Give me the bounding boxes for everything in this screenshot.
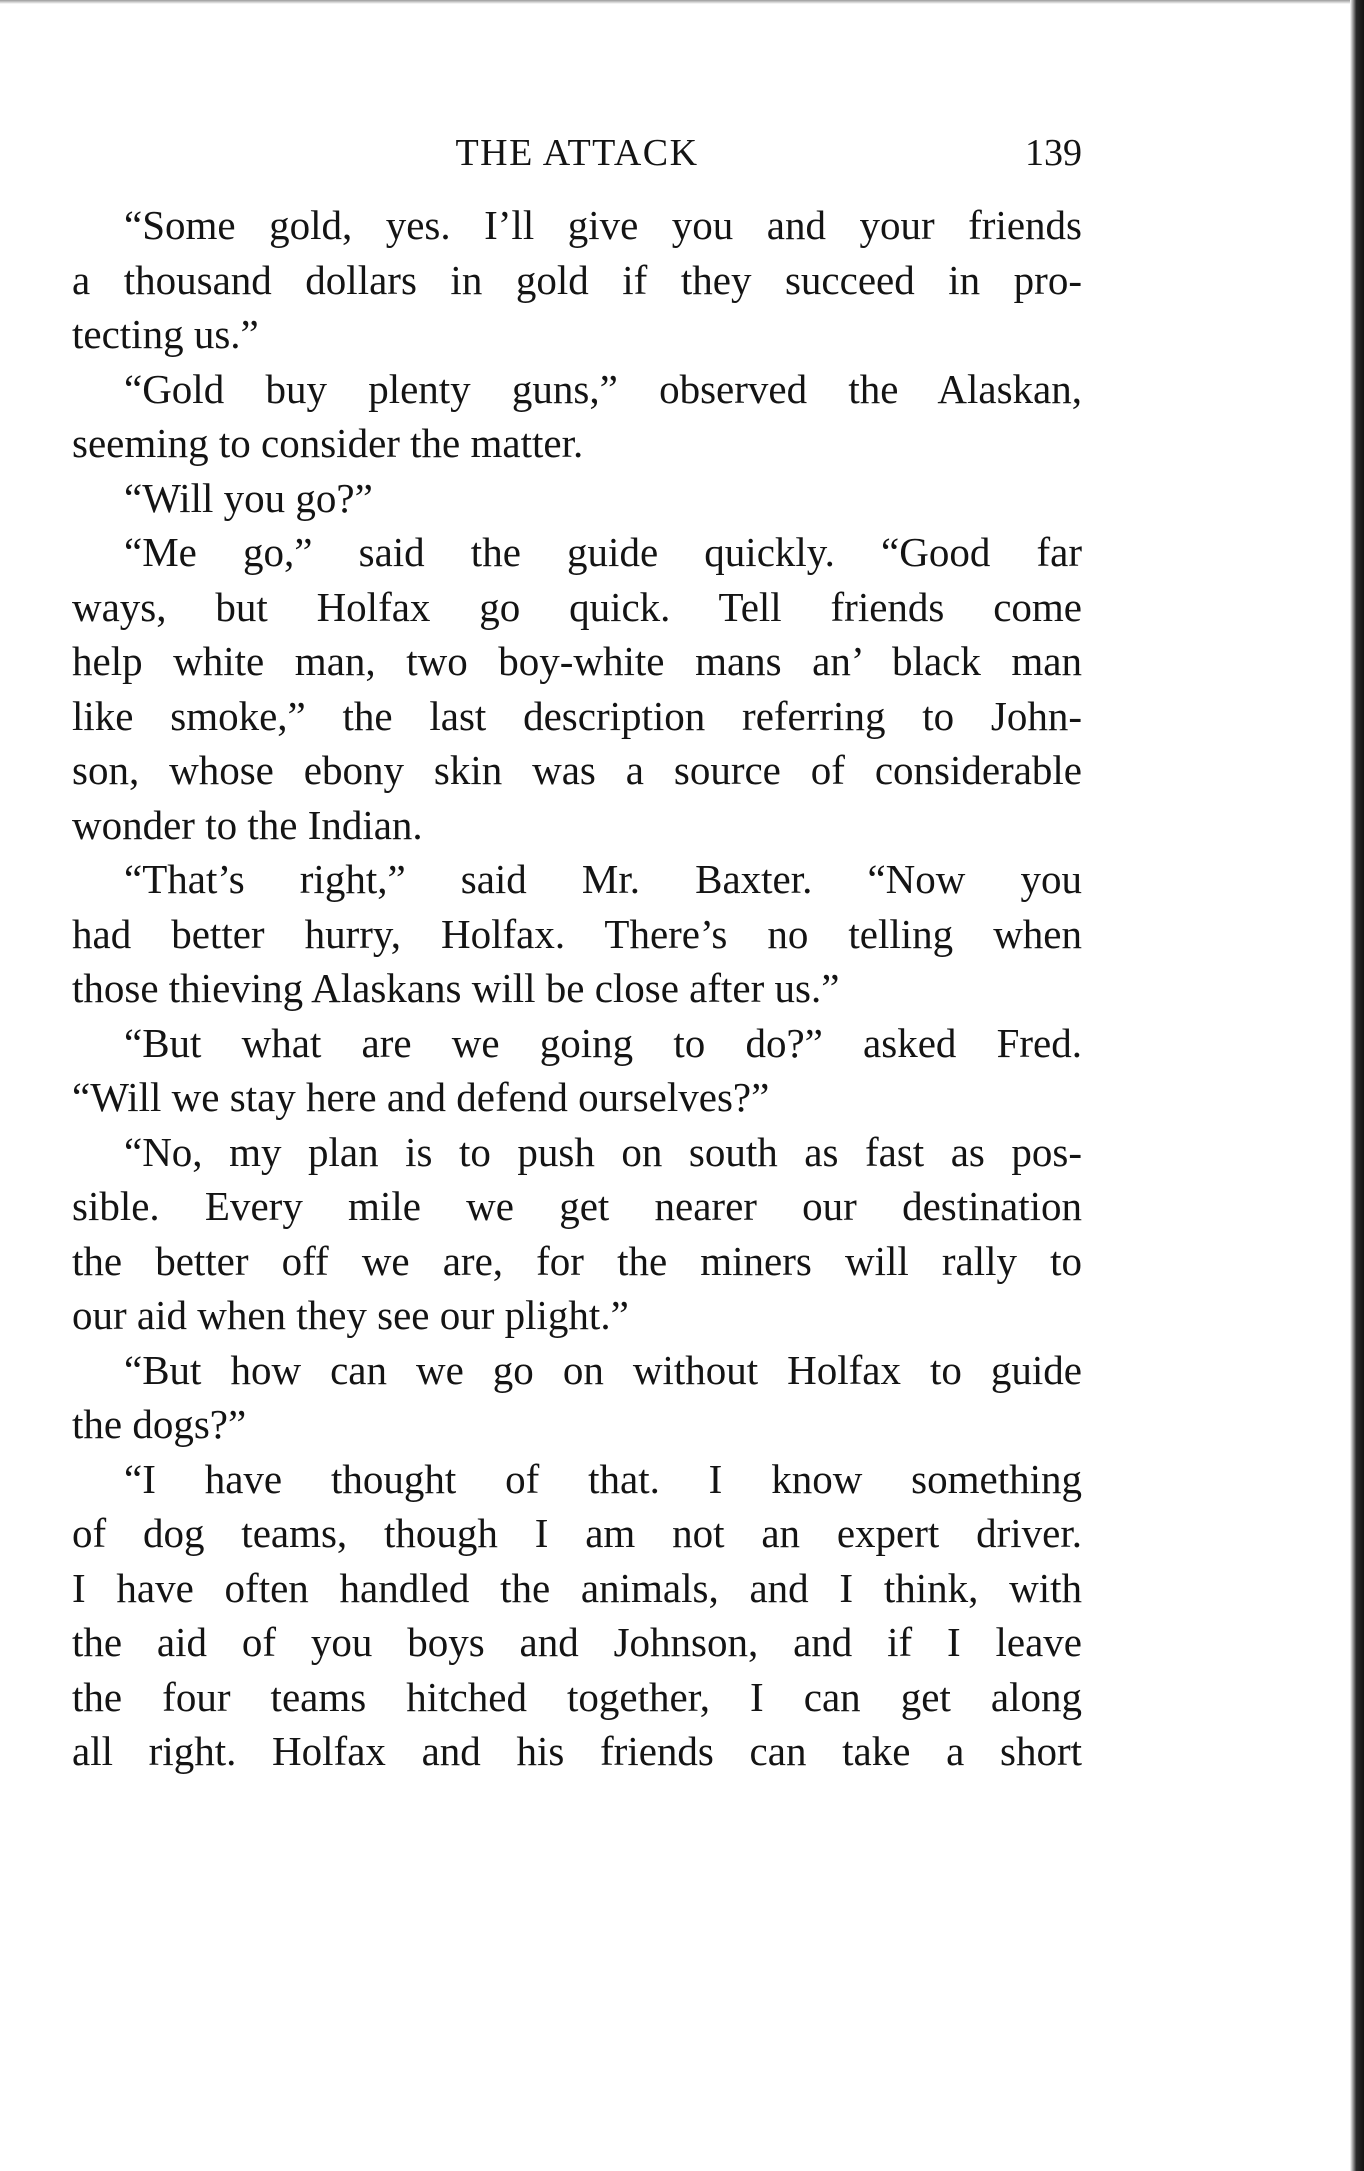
text-line: a thousand dollars in gold if they succeed in pro- <box>72 256 1082 303</box>
text-line: tecting us.” <box>72 311 259 357</box>
text-line: “Gold buy plenty guns,” observed the Alaskan, <box>124 365 1082 412</box>
text-line: like smoke,” the last description referring to John- <box>72 692 1082 739</box>
scan-edge-top <box>0 0 1364 4</box>
text-line: those thieving Alaskans will be close after us.” <box>72 965 840 1011</box>
text-line: “Will you go?” <box>124 474 373 521</box>
text-line: “I have thought of that. I know something <box>124 1455 1082 1502</box>
text-line: sible. Every mile we get nearer our destination <box>72 1183 1082 1229</box>
text-line: wonder to the Indian. <box>72 801 423 848</box>
text-line: “Me go,” said the guide quickly. “Good far <box>124 529 1082 575</box>
running-head <box>72 128 1082 178</box>
text-line: ways, but Holfax go quick. Tell friends come <box>72 583 1082 630</box>
text-line: of dog teams, though I am not an expert driver. <box>72 1510 1082 1556</box>
text-line: the aid of you boys and Johnson, and if I leave <box>72 1619 1082 1665</box>
text-line: “But how can we go on without Holfax to guide <box>124 1346 1082 1393</box>
text-line: “But what are we going to do?” asked Fred. <box>124 1019 1082 1066</box>
text-line: help white man, two boy-white mans an’ black man <box>72 638 1082 684</box>
scan-edge-right <box>1350 0 1364 2171</box>
text-line: “That’s right,” said Mr. Baxter. “Now you <box>124 856 1082 902</box>
text-line: “Some gold, yes. I’ll give you and your friends <box>124 202 1082 248</box>
text-line: the four teams hitched together, I can get along <box>72 1673 1082 1720</box>
text-line: our aid when they see our plight.” <box>72 1292 629 1338</box>
text-line: the dogs?” <box>72 1401 247 1447</box>
text-line: all right. Holfax and his friends can take a short <box>72 1728 1082 1774</box>
text-line: had better hurry, Holfax. There’s no telling when <box>72 910 1082 957</box>
body-text <box>72 198 1082 1779</box>
page-number: 139 <box>1025 132 1082 174</box>
text-line: the better off we are, for the miners will rally to <box>72 1237 1082 1284</box>
text-line: I have often handled the animals, and I think, with <box>72 1564 1082 1611</box>
page-title: THE ATTACK <box>455 132 699 174</box>
text-line: “Will we stay here and defend ourselves?” <box>72 1074 770 1120</box>
text-line: seeming to consider the matter. <box>72 420 584 466</box>
text-line: “No, my plan is to push on south as fast as pos- <box>124 1128 1082 1175</box>
text-line: son, whose ebony skin was a source of considerable <box>72 747 1082 793</box>
